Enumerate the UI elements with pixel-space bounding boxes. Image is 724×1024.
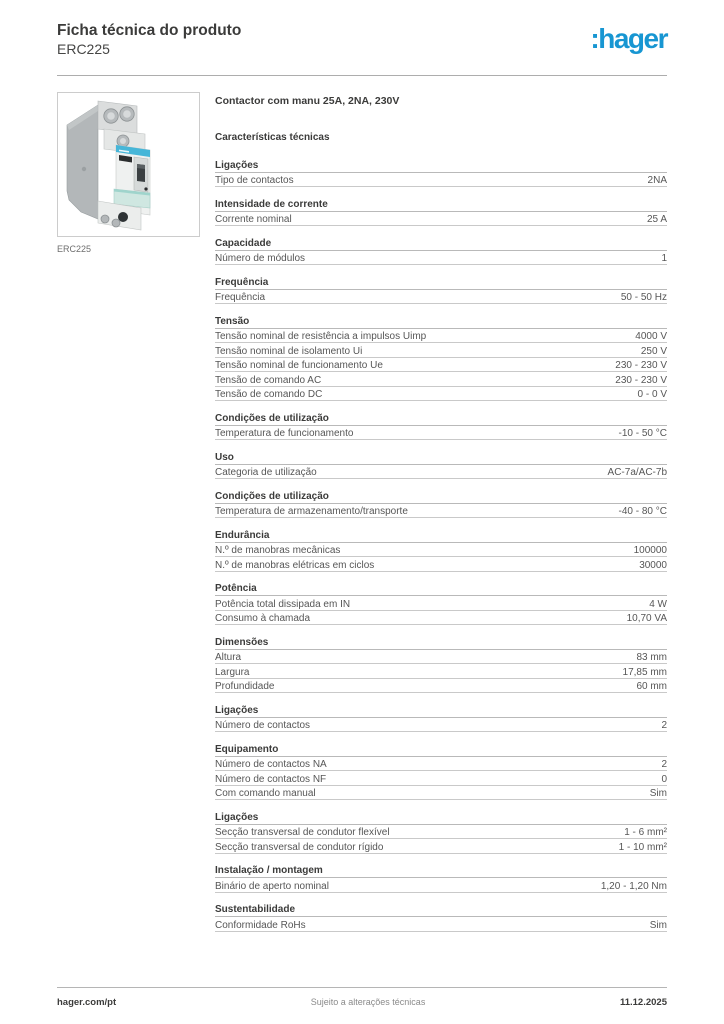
spec-row [215,771,667,786]
spec-row-value: 25 A [646,214,667,225]
spec-row-label: Altura [215,652,242,663]
spec-row-label: Frequência [215,292,266,303]
spec-section [215,489,667,518]
spec-row-value: 17,85 mm [622,666,667,678]
spec-row-label: N.º de manobras mecânicas [215,545,341,556]
page-title: Ficha técnica do produto [57,22,242,39]
spec-section [215,450,667,479]
spec-row [215,343,667,358]
spec-section [215,528,667,572]
spec-row-label: Secção transversal de condutor rígido [215,841,384,853]
spec-row-value: 100000 [633,545,667,556]
product-title: Contactor com manu 25A, 2NA, 230V [215,95,400,107]
spec-row-label: Categoria de utilização [215,467,317,478]
spec-row [215,917,667,932]
spec-row-value: 1 - 10 mm² [618,841,667,853]
spec-section [215,236,667,265]
spec-row [215,290,667,305]
spec-row-value: 230 - 230 V [615,374,667,386]
spec-section [215,582,667,626]
product-image [57,92,200,237]
spec-section-title: Endurância [215,528,667,543]
spec-row [215,650,667,665]
spec-row-label: Temperatura de funcionamento [215,428,354,439]
spec-row-label: Potência total dissipada em IN [215,598,351,610]
spec-section [215,903,667,932]
spec-row-value: 250 V [640,345,667,357]
spec-section [215,635,667,693]
spec-row-value: -10 - 50 °C [618,428,667,439]
header [57,0,667,58]
spec-row-value: 1 - 6 mm² [624,827,667,838]
spec-row-label: N.º de manobras elétricas em ciclos [215,559,375,571]
header-divider [57,75,667,76]
spec-section [215,275,667,304]
spec-section [215,197,667,226]
spec-row-label: Temperatura de armazenamento/transporte [215,506,408,517]
spec-row-label: Tensão de comando DC [215,389,323,400]
spec-row-value: 2 [661,720,667,731]
spec-section [215,158,667,187]
spec-row [215,212,667,227]
spec-row-label: Com comando manual [215,788,316,799]
spec-row-value: 50 - 50 Hz [620,292,667,303]
spec-row-label: Tipo de contactos [215,175,294,186]
spec-row-label: Conformidade RoHs [215,919,306,931]
spec-row [215,611,667,626]
spec-row-label: Largura [215,666,250,678]
spec-row-value: 1,20 - 1,20 Nm [600,880,667,892]
spec-row [215,718,667,733]
spec-row-label: Tensão de comando AC [215,374,322,386]
spec-section-title: Ligações [215,810,667,825]
spec-section-title: Tensão [215,314,667,329]
spec-row [215,372,667,387]
spec-section [215,742,667,800]
contactor-illustration [58,93,199,236]
spec-section-title: Dimensões [215,635,667,650]
spec-row-value: Sim [649,919,667,931]
spec-row-label: Secção transversal de condutor flexível [215,827,390,838]
spec-row [215,329,667,344]
spec-row-value: 2NA [647,175,667,186]
spec-row [215,543,667,558]
spec-row [215,878,667,893]
spec-section [215,411,667,440]
spec-section [215,810,667,854]
spec-section-title: Potência [215,582,667,597]
spec-row [215,504,667,519]
spec-row-value: 60 mm [636,681,667,692]
spec-row-label: Número de módulos [215,253,306,264]
spec-section [215,864,667,893]
spec-row [215,825,667,840]
specs-sections [215,158,667,932]
spec-row-value: 0 [661,773,667,785]
spec-section-title: Intensidade de corrente [215,197,667,212]
product-image-column [57,92,200,942]
spec-row-value: 30000 [639,559,667,571]
spec-row [215,757,667,772]
spec-section-title: Condições de utilização [215,411,667,426]
spec-section-title: Capacidade [215,236,667,251]
spec-row-value: 2 [661,759,667,770]
spec-row-label: Número de contactos NA [215,759,327,770]
spec-row-value: 83 mm [636,652,667,663]
spec-row-label: Tensão nominal de resistência a impulsos Uimp [215,331,427,342]
spec-row-value: 0 - 0 V [637,389,667,400]
spec-row-label: Consumo à chamada [215,613,311,624]
spec-section [215,703,667,732]
spec-row-label: Corrente nominal [215,214,292,225]
spec-row [215,465,667,480]
specs-heading: Características técnicas [215,132,330,143]
spec-row [215,173,667,188]
spec-row [215,596,667,611]
spec-row-value: Sim [649,788,667,799]
spec-row-label: Tensão nominal de isolamento Ui [215,345,363,357]
footer [57,987,667,1008]
spec-row [215,251,667,266]
spec-row-value: -40 - 80 °C [618,506,667,517]
spec-section [215,314,667,401]
image-caption: ERC225 [57,244,92,254]
spec-section-title: Frequência [215,275,667,290]
spec-row-value: 10,70 VA [626,613,667,624]
spec-section-title: Ligações [215,158,667,173]
spec-section-title: Uso [215,450,667,465]
spec-row-value: 1 [661,253,667,264]
spec-row-value: 4000 V [635,331,667,342]
spec-row-value: 230 - 230 V [615,360,667,371]
spec-row [215,358,667,373]
spec-section-title: Equipamento [215,742,667,757]
spec-row-label: Binário de aperto nominal [215,880,329,892]
footer-link[interactable]: hager.com/pt [57,997,117,1008]
spec-row [215,387,667,402]
spec-section-title: Sustentabilidade [215,903,667,918]
spec-row-label: Tensão nominal de funcionamento Ue [215,360,383,371]
spec-row-label: Número de contactos NF [215,773,327,785]
spec-row [215,426,667,441]
hager-logo: :hager [590,23,667,54]
spec-section-title: Ligações [215,703,667,718]
spec-section-title: Condições de utilização [215,489,667,504]
specs-column [215,92,667,942]
spec-row-label: Profundidade [215,681,275,692]
footer-date: 11.12.2025 [619,997,667,1008]
spec-row [215,839,667,854]
spec-row [215,664,667,679]
product-code: ERC225 [57,41,110,57]
spec-row-value: AC-7a/AC-7b [607,467,667,478]
spec-row [215,679,667,694]
spec-row-value: 4 W [649,598,667,610]
spec-section-title: Instalação / montagem [215,864,667,879]
footer-disclaimer: Sujeito a alterações técnicas [310,997,426,1007]
spec-row [215,786,667,801]
spec-row [215,557,667,572]
spec-row-label: Número de contactos [215,720,311,731]
header-titles [57,21,241,58]
